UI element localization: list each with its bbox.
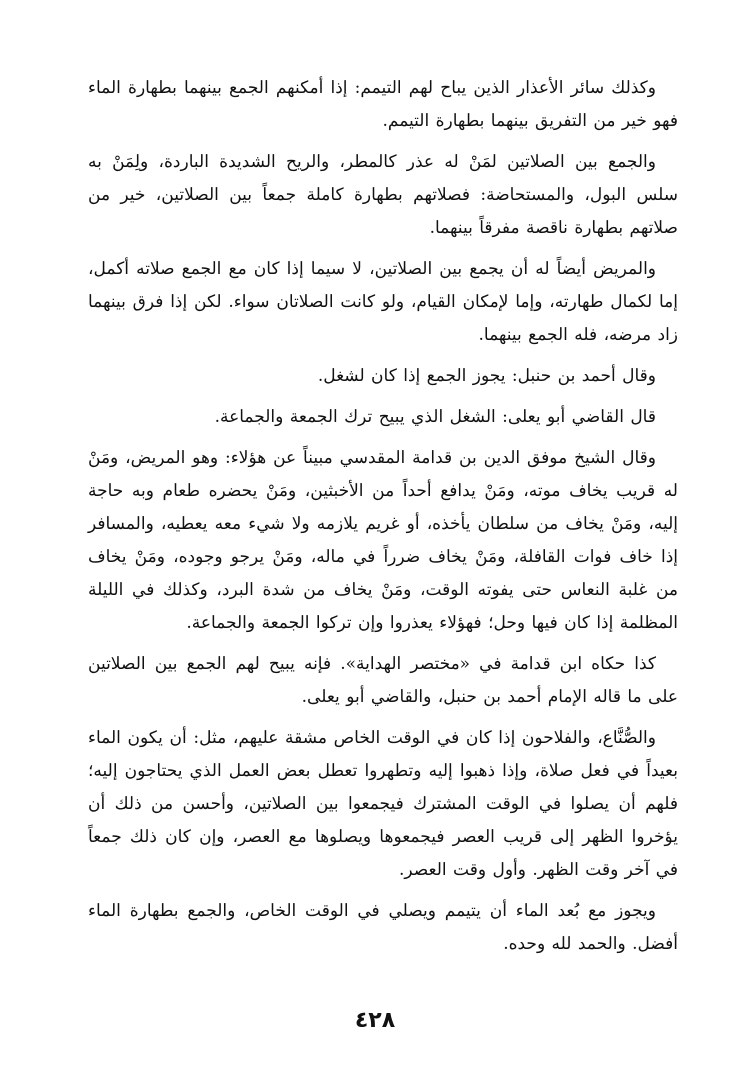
paragraph-1: وكذلك سائر الأعذار الذين يباح لهم التيمم: إذا أمكنهم الجمع بينهما بطهارة الماء فهو خير من التفريق بينهما بطهارة التيمم. [88, 78, 678, 131]
paragraph-8: والصُّنَّاع، والفلاحون إذا كان في الوقت الخاص مشقة عليهم، مثل: أن يكون الماء بعيداً في فعل صلاة، وإذا ذهبوا إليه وتطهروا تعطل بعض العمل الذي يحتاجون إليه؛ فلهم أن يصلوا في الوقت المشترك فيجمعوا بين الصلاتين، وأحسن من ذلك أن يؤخروا الظهر إلى قريب العصر فيجمعوها ويصلوها مع العصر، وإن كان ذلك جمعاً في آخر وقت الظهر. وأول وقت العصر. [88, 728, 678, 880]
paragraph-3: والمريض أيضاً له أن يجمع بين الصلاتين، لا سيما إذا كان مع الجمع صلاته أكمل، إما لكمال طهارته، وإما لإمكان القيام، ولو كانت الصلاتان سواء. لكن إذا فرق بينهما زاد مرضه، فله الجمع بينهما. [88, 259, 678, 345]
paragraph-2: والجمع بين الصلاتين لمَنْ له عذر كالمطر، والريح الشديدة الباردة، ولِمَنْ به سلس البول، والمستحاضة: فصلاتهم بطهارة كاملة جمعاً بين الصلاتين، خير من صلاتهم بطهارة ناقصة مفرقاً بينهما. [88, 152, 678, 238]
paragraph-6: وقال الشيخ موفق الدين بن قدامة المقدسي مبيناً عن هؤلاء: وهو المريض، ومَنْ له قريب يخاف موته، ومَنْ يدافع أحداً من الأخبثين، ومَنْ يحضره طعام وبه حاجة إليه، ومَنْ يخاف من سلطان يأخذه، أو غريم يلازمه ولا شيء معه يعطيه، والمسافر إذا خاف فوات القافلة، ومَنْ يخاف ضرراً في ماله، ومَنْ يرجو وجوده، ومَنْ يخاف من غلبة النعاس حتى يفوته الوقت، ومَنْ يخاف من شدة البرد، وكذلك في الليلة المظلمة إذا كان فيها وحل؛ فهؤلاء يعذروا وإن تركوا الجمعة والجماعة. [88, 448, 678, 633]
paragraph-4: وقال أحمد بن حنبل: يجوز الجمع إذا كان لشغل. [317, 366, 656, 386]
page-number: ٤٢٨ [354, 1008, 396, 1033]
page-body-text [88, 72, 678, 969]
paragraph-7: كذا حكاه ابن قدامة في «مختصر الهداية». فإنه يبيح لهم الجمع بين الصلاتين على ما قاله الإمام أحمد بن حنبل، والقاضي أبو يعلى. [88, 654, 678, 707]
paragraph-5: قال القاضي أبو يعلى: الشغل الذي يبيح ترك الجمعة والجماعة. [214, 407, 656, 427]
paragraph-9: ويجوز مع بُعد الماء أن يتيمم ويصلي في الوقت الخاص، والجمع بطهارة الماء أفضل. والحمد لله وحده. [88, 901, 678, 954]
